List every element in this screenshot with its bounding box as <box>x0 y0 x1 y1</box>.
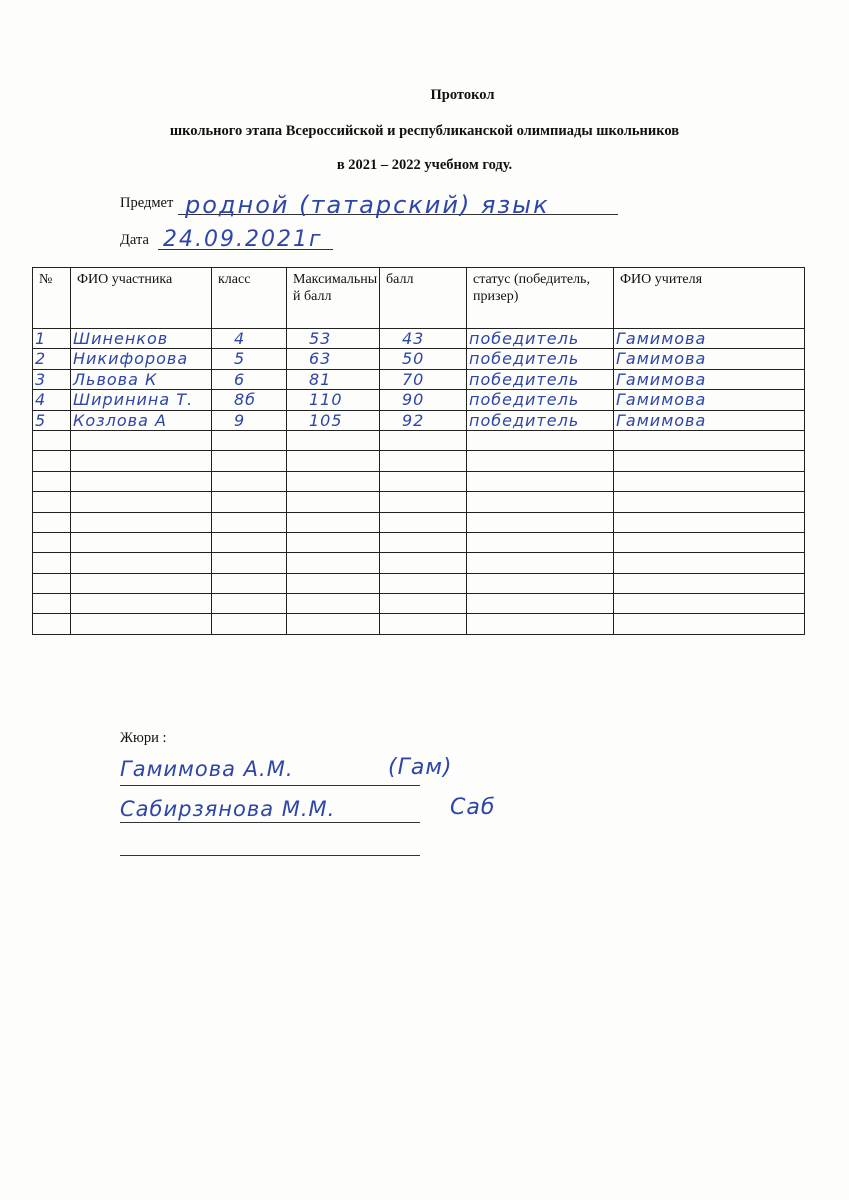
cell-teacher: Гамимова <box>614 410 805 430</box>
jury-signature-2: Саб <box>450 795 496 820</box>
cell-status: победитель <box>467 349 614 369</box>
cell-max-score: 110 <box>287 390 380 410</box>
header-max-score: Максимальный балл <box>287 268 380 329</box>
subject-value: родной (татарский) язык <box>185 191 550 219</box>
jury-line-1 <box>120 785 420 786</box>
cell-grade: 5 <box>212 349 287 369</box>
cell-participant: Шиненков <box>71 329 212 349</box>
cell-teacher: Гамимова <box>614 329 805 349</box>
table-row <box>33 410 805 430</box>
empty-row <box>33 573 805 593</box>
date-field <box>120 232 149 249</box>
cell-teacher: Гамимова <box>614 390 805 410</box>
cell-participant: Львова К <box>71 369 212 389</box>
cell-number: 2 <box>33 349 71 369</box>
jury-line-2 <box>120 822 420 823</box>
table-row <box>33 349 805 369</box>
cell-grade: 6 <box>212 369 287 389</box>
cell-score: 90 <box>380 390 467 410</box>
cell-max-score: 105 <box>287 410 380 430</box>
jury-label: Жюри : <box>120 730 167 746</box>
jury-signature-1: (Гам) <box>388 755 453 780</box>
empty-row <box>33 614 805 634</box>
header-participant-name: ФИО участника <box>71 268 212 329</box>
cell-score: 43 <box>380 329 467 349</box>
cell-participant: Козлова А <box>71 410 212 430</box>
header-status: статус (победитель, призер) <box>467 268 614 329</box>
header-number: № <box>33 268 71 329</box>
cell-status: победитель <box>467 329 614 349</box>
subject-field <box>120 195 173 212</box>
results-table <box>32 267 805 635</box>
cell-max-score: 63 <box>287 349 380 369</box>
table-row <box>33 329 805 349</box>
cell-status: победитель <box>467 390 614 410</box>
cell-number: 4 <box>33 390 71 410</box>
cell-status: победитель <box>467 369 614 389</box>
header-teacher-name: ФИО учителя <box>614 268 805 329</box>
document-title: Протокол <box>430 87 495 103</box>
empty-row <box>33 451 805 471</box>
header-score: балл <box>380 268 467 329</box>
date-label: Дата <box>120 232 149 248</box>
date-value: 24.09.2021г <box>163 227 323 252</box>
empty-row <box>33 492 805 512</box>
table-row <box>33 390 805 410</box>
cell-teacher: Гамимова <box>614 349 805 369</box>
cell-score: 92 <box>380 410 467 430</box>
jury-member-1: Гамимова А.М. <box>120 757 294 781</box>
cell-score: 50 <box>380 349 467 369</box>
cell-number: 1 <box>33 329 71 349</box>
cell-number: 5 <box>33 410 71 430</box>
jury-member-2: Сабирзянова М.М. <box>120 797 336 821</box>
cell-max-score: 81 <box>287 369 380 389</box>
empty-row <box>33 532 805 552</box>
empty-row <box>33 594 805 614</box>
empty-row <box>33 471 805 491</box>
cell-number: 3 <box>33 369 71 389</box>
cell-score: 70 <box>380 369 467 389</box>
cell-status: победитель <box>467 410 614 430</box>
document-subtitle: школьного этапа Всероссийской и республиканской олимпиады школьников <box>169 123 680 139</box>
table-header-row <box>33 268 805 329</box>
header-grade: класс <box>212 268 287 329</box>
cell-teacher: Гамимова <box>614 369 805 389</box>
cell-participant: Ширинина Т. <box>71 390 212 410</box>
cell-grade: 8б <box>212 390 287 410</box>
empty-row <box>33 512 805 532</box>
jury-line-3 <box>120 855 420 856</box>
table-row <box>33 369 805 389</box>
cell-participant: Никифорова <box>71 349 212 369</box>
cell-max-score: 53 <box>287 329 380 349</box>
subject-label: Предмет <box>120 195 174 211</box>
empty-row <box>33 430 805 450</box>
academic-year: в 2021 – 2022 учебном году. <box>336 157 513 173</box>
empty-row <box>33 553 805 573</box>
cell-grade: 9 <box>212 410 287 430</box>
cell-grade: 4 <box>212 329 287 349</box>
